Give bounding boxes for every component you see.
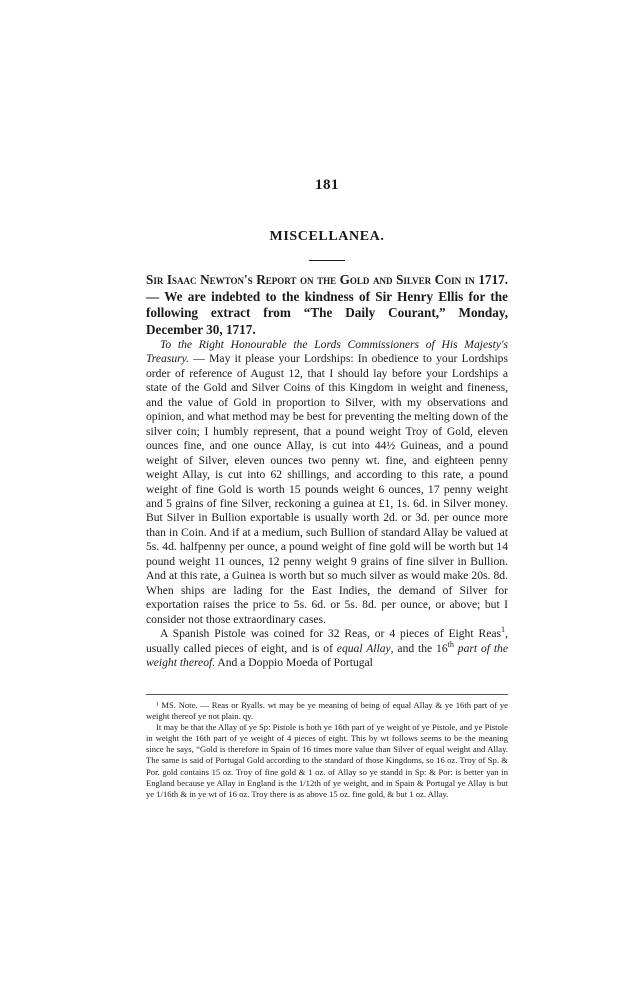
footnote-2: It may be that the Allay of ye Sp: Pistole is both ye 16th part of ye weight of ye Pistole, and ye Pistole in weight the 16th part of ye weight of 4 pieces of eight. This by wt follows seems to be the meaning since he says, “Gold is therefore in Spain of 16 times more value than Silver of equal weight and Allay. The same is said of Portugal Gold according to the standard of those Kingdoms, so 16 oz. Troy of Sp. & Por. gold contains 15 oz. Troy of fine gold & 1 oz. of Allay so ye standd in Sp: & Por: is better yan in England because ye Allay in England is the 1/12th of ye weight, and in Spain & Portugal ye Allay is but ye 1/16th & in ye wt of 16 oz. Troy there is as above 15 oz. fine gold, & but 1 oz. Allay. <box>146 722 508 799</box>
p2-italic-2: part of the weight thereof. <box>146 641 508 669</box>
title-rule <box>309 260 345 261</box>
page-number: 181 <box>315 177 339 193</box>
footnote-rule <box>146 694 508 695</box>
paragraph-1-text: — May it please your Lordships: In obedience to your Lordships order of reference of August 12, that I should lay before your Lordships a state of the Gold and Silver Coins of this Kingdom in weight and fineness, and the value of Gold in proportion to Silver, with my observations and opinion, and what method may be best for preventing the melting down of the silver coin; I humbly represent, that a pound weight Troy of Gold, eleven ounces fine, and one ounce Allay, is cut into 44½ Guineas, and a pound weight of Silver, eleven ounces two penny wt. fine, and eighteen penny weight Allay, is cut into 62 shillings, and according to this rate, a pound weight of fine Gold is worth 15 pounds weight 6 ounces, 17 penny weight and 5 grains of fine Silver, reckoning a guinea at £1, 1s. 6d. in Silver money. But Silver in Bullion exportable is usually worth 2d. or 3d. per ounce more than in Coin. And if at a medium, such Bullion of standard Allay be valued at 5s. 4d. halfpenny per ounce, a pound weight of fine gold will be worth but 14 pound weight 11 ounces, 12 penny weight 9 grains of fine silver in Bullion. And at this rate, a Guinea is worth but so much silver as would make 20s. 8d. When ships are lading for the East Indies, the demand of Silver for exportation raises the price to 5s. 6d. or 5s. 8d. per ounce, or above; but I consider not those extraordinary cases. <box>146 352 508 626</box>
paragraph-2 <box>146 627 508 670</box>
section-title: MISCELLANEA. <box>269 229 385 244</box>
heading-rest: — We are indebted to the kindness of Sir Henry Ellis for the following extract from “The Daily Courant,” Monday, December 30, 1717. <box>146 288 508 337</box>
paragraph-1 <box>146 338 508 627</box>
heading-smallcaps: Sir Isaac Newton's Report on the Gold and Silver Coin in 1717. <box>146 272 508 287</box>
article-body <box>146 338 508 670</box>
p2-a: A Spanish Pistole was coined for 32 Reas, or 4 pieces of Eight Reas <box>160 627 502 641</box>
footnotes <box>146 700 508 800</box>
p2-b: , usually called pieces of eight, and is of <box>146 627 508 655</box>
footnote-1: ¹ MS. Note. — Reas or Ryalls. wt may be ye meaning of being of equal Allay & ye 16th part of ye weight thereof ye not plain. qy. <box>146 700 508 722</box>
p2-sup-th: th <box>447 639 454 649</box>
p2-c: , and the 16 <box>390 641 448 655</box>
p2-italic-1: equal Allay <box>336 641 391 655</box>
p2-d: And a Doppio Moeda of Portugal <box>215 655 373 669</box>
address-line: To the Right Honourable the Lords Commissioners of His Majesty's Treasury. <box>146 338 508 366</box>
article-heading <box>146 272 508 338</box>
footnote-ref: 1 <box>501 625 506 635</box>
